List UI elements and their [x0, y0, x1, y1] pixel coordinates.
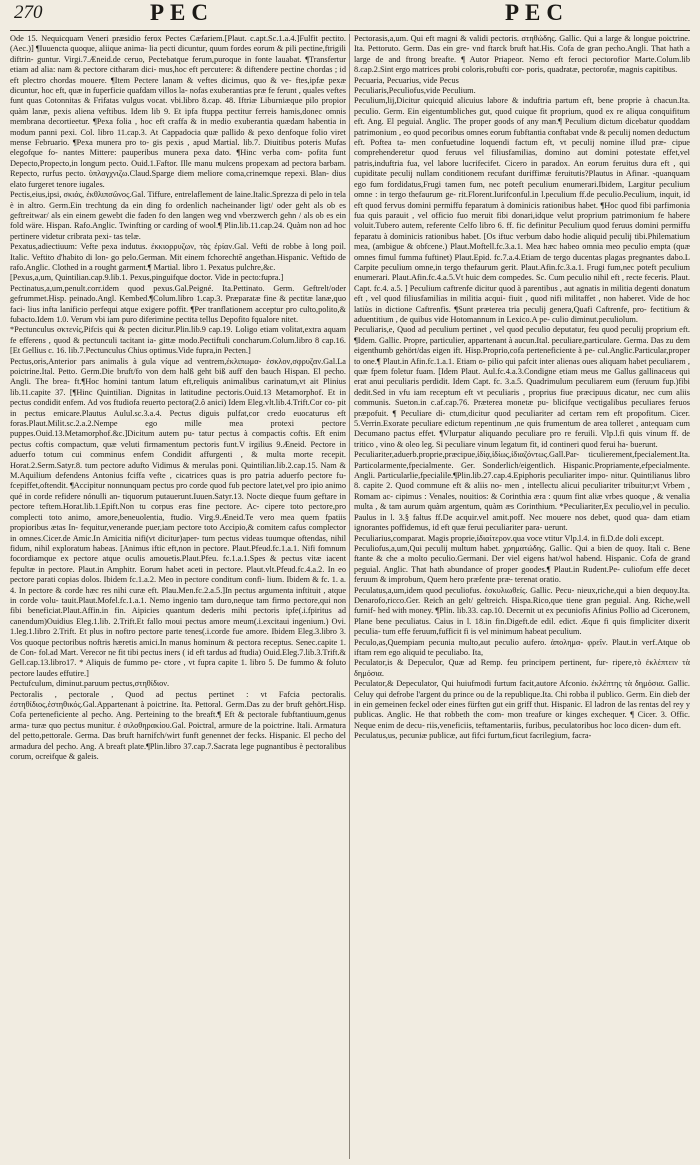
- entry-peculiarius: Peculiarius,comparat. Magis proprie,ἰδιαίτερον.qua voce vtitur Vlp.l.4. in fi.D.de doli except.: [354, 533, 664, 543]
- entry-peculiatus: Peculatus,a,um,idem quod peculiofus. ἐσκυλιωθείς. Gallic. Pecu- nieux,riche,qui a bien dequoy.Ita. Denarofo,ricco.Ger. Reich an gelt/ geltreich. Hispa.Rico,que tiene gran peguial. Ang. Riche,well furnif- hed with money. ¶Plin. lib.33. cap.10. Decernit ut ex pecuniofis Afinius Pollio ad Ciceronem, Plane bene peculiatus. Caius in l. 18.in fin.Digeft.de edil. edict. Æque fi quis fimpliciter dixerit peculia- tum effe feruum,fufficit fi is vel minimum habeat peculium.: [354, 585, 690, 637]
- entry-peculio: Peculo,as,Quempiam pecunia multo,aut peculio aufero. ἀπολημα- φρεῖν. Plaut.in verf.Atque ob iftam rem ego aliquid te peculiabo. Ita,: [354, 637, 690, 657]
- entry-peculator: Peculator,& Depeculator, Qui huiufmodi furtum facit,autore Afconio. ἐκλέπτης τὰ δημόσια. Gallic. Celuy qui defrobe l'argent du prince ou de la republique.Ita. Chi robba il publico. Germ. Ein dieb der in ein gemeinen feckel oder eines fürften gut ein griff thut. Hispanic. El ladron de las rentas del rey y publicas. Anglic. He that robbeth the com- mon treafure or kinges exchequer. ¶ Cicer. 3. Offic. Neque enim de decu- riis,veneficiis, teftamentariis, furibus, peculatoribus hoc loco dicen- dum eft.: [354, 679, 690, 730]
- page-number: 270: [14, 2, 43, 23]
- entry-peculiaris-xref: Peculiaris,Peculiofus,vide Peculium.: [354, 86, 476, 96]
- entry-peculium: Peculium,lij,Dicitur quicquid alicuius labore & induftria partum eft, bene proprie à chacun.Ita. peculio. Germ. Ein eigentumbliches gut, quod cuique fit proprium, quod ex re aliqua conquifitum eft. Ang. El peguial. Anglic. The proper goods of any man.¶ Peculium dictum dicebatur quoddam patrimonium , eo quod pecoribus omnes eorum fubftantia conftabat vnde & peculij nomen deductum eft. Poftea ta- men confuetudine loquendi factum eft, vt peculij nomine illud præ- cipue comprehenderetur quod feruus vel filiusfamilias, domino aut domini potestate effet,vel patris,induftria fua, vel labore lucrifecifet. Cicero in paradox. An eorum feruitus dura eft , qui cupiditate peculij nullam conditionem recufant duriffimæ feruitutis?Plautus in Afinar. -quanquam ego fum fordidatus,Frugi tamen fum, nec poteft peculium enumerari.Ibidem, Largitur peculium omne : in tergo thefaurum ge- rit.Florent.Iurifconful.in l.peculium ff.de peculio.Peculium, inquit, id eft quod fervus domini permiffu feparatum à dominicis rationibus habet. ¶Hoc quod fibi parfimonia fua quis parauit , vel officio fuo meruit fibi donari,idque velut proprium patrimonium fe habere voluit.Tubero autem, referente Celfo libro 6. ff. fic definitur Peculium quod feruus domini permiffu feparatu à dominicis rationibus habet. [Os iftuc verbum dabo hodie aliquid peculij tibi.Philematium mea, (ambigue & obfcene.) Plaut.Moftell.fc.3.a.1. Mea hæc habeo omnia meo peculio empta (quæ omnes fimul fumma fuftinet) Plaut.Epid. fc.7.a.4.Etiam de tergo ducentas plagas pregnantes dabo.L Carpite peculium omne,in tergo thefaurum gerit. Plaut.Afin.fc.3.a.1. Frugi fum,nec poteft peculium enumerari. Plaut.Afin.fc.4.a.5.Vt huic dem compedes. Sc. Cum peculio nihil eft , recte feceris. Plaut. Capt. fc.4. a.5. ] Peculium caftrenfe dicitur quod à parentibus , aut agnatis in militia degenti donatum eft , vel quod filiusfamilias in militia acqui- fiuit , quod nifi militaffet , non haberet. Vide de hoc latiùs in dictione Caftrenfis. ¶Sunt præterea tria peculij genera,Quafi Caftrenfe, pro- fectitium & aduentitium , de quibus vide Hotomannum in Lexico.A pe- culio diminut.peculiolum.: [354, 96, 690, 324]
- entry-pectorosus: Pectorasis,a,um. Qui eft magni & validi pectoris. στηθώδης. Gallic. Qui a large & longue poictrine. Ita. Pettoruto. Germ. Das ein gre- vnd ftarck bruft hat.His. Cofa de gran pecho.Angli. That hath a large de and ftrong breafte. ¶ Autor Priapeor. Nemo eft feroci pectorofior Marte.Colum.lib 8.cap.2.Sint ergo matrices probi coloris,robufti cor- poris, quadratæ, pectorofæ, magnis capitibus.: [354, 34, 690, 75]
- entry-pectusculum: Pectufculum, diminut.paruum pectus,στηθίδιον.: [10, 679, 170, 689]
- entry-peculiaris: Peculiaris,e, Quod ad peculium pertinet , vel quod peculio deputatur, feu quod peculij proprium eft. ¶Idem. Gallic. Propre, particulier, appartenant à aucun.Ital. peculiare,particulare. Germa. Das zu dem eigenthumb gehört/das eigen ift. Hisp.Proprio,cofa perteneficiente à pe- cul.Anglic.Particular,proper to one.¶ Plaut.in Afin.fc.1.a.1. Etiam o- pilio qui pafcit inter alienas oues aliquam habet peculiarem , quæ fpem foletur fuam. [Idem Plaut. Aul.fc.4.a.3.Condigne etiam meus me Gallus gallinaceus qui erat anui peculiaris perdidit. Idem Capt. fc. 3.a.5. Quadrimulum peculiarem eum (feruum fup.)fibi dedit.Sed in vfu iam receptum eft vt peculiaris , proprius fiue præcipuus dicatur, nec cum aliis communis. Sueton.in c.af.cap.76. Præterea monetæ pu- blicifque vectigalibus peculiares feruos præpofuit. ¶ Peculiare di- ctum,dicitur quod peculiariter ad certam rem eft propofitum. Cicer. 5.Verrin.Exorate peculiare edictum repentinum ,ne quis frumentum de area tolleret , antequam cum Decumano pactus effet. ¶Vlurpatur aliquando peculiare pro re feruili. Vlp.l.fi quis vinum ff. de tritico , vino & oleo leg. Si peculiare vinum legatum fit, id contineri quod ferui ha- buerunt.: [354, 325, 690, 449]
- entry-pectinatus: Pectinatus,a,um,penult.corr.idem quod pexus.Gal.Peigné. Ita.Pettinato. Germ. Geftrelt/oder gefrummet.Hisp. peinado.Angl. Kembed.¶Colum.libro 1.cap.3. Præparatæ fine & pectitæ lanæ,quo faci- lius infta lanificio perfequi atque exigere poffit. ¶Per tranflationem acceptur pro culto,polito,& fubacto.Idem 1.0. Verum vbi iam puro diferimine pectita tellus Depofito fqualore nitet.: [10, 283, 346, 324]
- entry-peculiosus: Peculiofus,a,um,Qui peculij multum habet. χρηματώδης. Gallic. Qui a bien de quoy. Itali c. Bene ftante & che a molto peculio.Germani. Der viel eigens hat/wol habend. Hispanic. Cofa de grand peguial. Anglic. That hath abundance of proper goodes.¶ Plaut.in Rudent.Pe- culiofum effe decet feruum & improbum, Quem hero præfente præ- terenat oratio.: [354, 543, 690, 585]
- running-head-left-word: PEC: [150, 0, 214, 25]
- entry-pexatus: Pexatus,adiectiuum: Vefte pexa indutus. ἐκκιορρυζων, τὰς ἐρίαν.Gal. Vefti de robbe à long poil. Italic. Veftito d'habito di lon- go pelo.German. Mit einem fchorechtē angethan.Hispanic. Veftido de rafo.Anglic. Clothed in a rought garment.¶ Martial. libro 1. Pexatus pulchre,&c.: [10, 242, 346, 272]
- entry-pectoralis: Pectoralis , pectorale , Quod ad pectus pertinet : vt Fafcia pectoralis. ἐστηθίδιος,ἐστηθικός.Gal.Appartenant à poictrine. Ita. Pettoral. Germ.Das zu der bruft gehört.Hisp. Cofa perteneficiente al pecho. Ang. Perteining to the breaft.¶ Eft & pectorale fubftantiuum,genus arma- turæ quo pectus munitur. ἐ σιλοθηρακίου.Gal. Poictral, armure de la poictrine. Itali. Armatura del petto,pettorale. Germa. Das bruft harnifch/wirt funft genennet der fecks. Hispanic. El pecho del armadura del pecho. Ang. A breaft plate.¶Plin.libro 37.cap.7.Sacrata lege pugnantibus è pectoralibus corum, ocreifque & galeis.: [10, 689, 346, 762]
- entry-peculor: Peculator,is & Depeculor, Quæ ad Remp. feu principem pertinent, fur- ripere,τὸ ἐκλέπτειν τὰ δημόσια.: [354, 658, 690, 678]
- entry-peculiariter: Peculiariter,aduerb.proprie,præcipue,ἰδίᾳ,ἰδίως,ἰδιαζόντως.Gall.Par- ticulierement,fpecialement.Ita. Particolarmente,fpecialmente. Ger. Sonderlich/eigentlich. Hispanic.Propriamente,efpecialmente. Angli. Particularlie,fpecialile.¶Plin.lib.27.cap.4.Epiphoris peculiariter impo- nitur. Quintilianus libro 8. capite 2. Quod commune eft & aliis no- men , intellectu alicui peculiariter tribuitur;vt Vrbem , Romam ac- cipimus : Venales, nouitios: & Corinthia æra : quum fint aliæ vrbes quoque , & venalia multa , & tam aurum quàm argentum, quàm æs Corinthium. *Peculiariter,Ex peculio,vel in peculio. Paulus in l. 3.§ faltus ff.De acquir.vel amit.poff. Nec mouere nos debet, quod qua- dam etiam ignorantes poffidemus, id eft quæ ferui peculiariter para- uerunt.: [354, 450, 690, 533]
- entry-pecto-continued: Ode 15. Nequicquam Veneri præsidio ferox Pectes Cæfariem.[Plaut. c.apt.Sc.1.a.4.]Fulfit pectito.(Aec.)] ¶Iuuencta quoque, aliique anima- lia pecti dicuntur, quum fordes eorum & pili pectine,ftrigili diftrin- guntur. Virgi.7.Æneid.de ceruo, Pectebatque ferum,puroque in fonte lauabat. ¶Transfertur etiam ad alia: nam & pectore citharam dici- mus,hoc eft percutere: & diftendere pectine chordas ; id eft plectro chordas mouere. ¶Item Pectere lanam & veftes dicimus, quo & ve- ftes,ipfæ pexæ dicuntur, hoc eft, quæ in fuperficie quafdam villos la- nofas exuberantias præ fe ferunt , quales veftes funt quas Cotonnitas & Frifatas vulgus vocat. vbi.libro 8.cap. 48. Iftriæ Liburniæque pilo propior quàm lanæ, pexis aliena veftibus. Idem lib 9. Et ipfa ftuppa pectitur ferreis hamis,donec omnis membrana decortieetur. ¶Pexa folia , hoc eft craffa & in medio exuberantia quædam habentia in modum panni pexi. Col. libro 11.cap.3. At Cappadocia quæ pallido & pexo denfoque folio viret mense Februario. ¶Pexa munera pro to- gis pexis , apud Martial. lib.7. Diuitibus poteris Mufas elegofque fo- nantes Mittere: pauperibus munera pexa dato. ¶Hinc verba com- pofita funt Depecto,Propecto,in longum pecto. Ouid.1.Faftor. Ille manu mulcens propexam ad pectora barbam. Repecto, rurfus pecto. ὑπλαγχνιζω.Claud.Sparge diem meliore coma,crinemque repexi. Blan- dius elato furgeret tenore iugales.: [10, 34, 346, 189]
- column-divider: [349, 34, 350, 1159]
- running-head-right-word: PEC: [505, 0, 569, 25]
- running-head: [0, 0, 700, 34]
- right-column: [354, 34, 690, 1159]
- entry-pectunculus: *Pectunculus σκτενίς,Pifcis qui & pecten dicitur.Plin.lib.9 cap.19. Loligo etiam volitat,extra aquam fe efferens , quod & pectunculi tacitant ia- gittæ modo.Pectiftuli concharum.Colum.libro 8 cap.16. [Et Gellius c. 16. lib.7.Pectunculus Chius optimus.Vide fupra,in Pecten.]: [10, 325, 346, 356]
- left-column: [10, 34, 346, 1159]
- entry-pexus: [Pexus,a,um, Quintilian.cap.9.lib.1. Pexus,pinguifque doctor. Vide in pecto:fupra.]: [10, 273, 284, 283]
- entry-pecuaria: Pecuaria, Pecuarius, vide Pecus: [354, 75, 459, 85]
- entry-peculatus: Peculatus,us, pecuniæ publicæ, aut fifci furtum,ficut facrilegium, facra-: [354, 731, 592, 741]
- entry-pectus: Pectus,oris,Anterior pars animalis à gula víque ad ventrem,ἐκλιπωμα- ἐσκλον,σφρυζαν.Gal.La poictrine.Ital. Petto. Germ.Die bruft/fo von dem halß geht biß auff den bauch Hispan. El pecho. Angli. The brea- ft.¶Hoc homini tantum latum eft,reliquis animalibus carinatum,vt ait Plinius lib.11.capite 37. [¶Hinc Quintilian. Dignitas in latitudine pectoris.Ouid.13 Metamorphof. Et in pectus condidit enfem. Ad vos ftudiofa reuerto pectora(2.ô anici) Idem Eleg.vlt.lib.4.Trift.Cor co- pit in pectus emicare.Plautus Aulul.sc.3.a.4. Pectus diguis pulfat,cor credo euocaturus eft foras.Plaut.Milit.sc.2.a.2.Nempe ego mille mea protexi pectore puppes.Ouid.13.Metamorphof.&c.]Dicitum autem pu- tatur pectus à compactis coftis. Eft enim pectus coftis compactum, quæ veluti firmamentum pectoris funt.V irgilius 9.Æneid. Pectore in aduerfo totum cui comminus enfem Condidit affurgenti , & multa morte recepit. Horat.2.Serm.Satyr.8. tum pectore adufto Vidimus & merulas poni. Quintilian.lib.2.cap.15. Nam & M.Aquilium defendens Antonius fciffa vefte , cicatrices quas is pro patria aduerfo pectore fu- fcepiffet,oftendit. ¶Accipitur nonnunquam pectus pro corde quod fub pectore latet,vel pro ipio animo qué in corde refidere nónulli an- tiquorum putauerunt.Iuuen.Satyr.13. Nocte dieque fuum geftare in pectore teftem.Horat.lib.1.Epift.Non tu corpus eras fine pectore. Ac- cipere toto pectore,pro complecti toto animo, amore,beneuolentia, ftudio. Virg.9.Æneid.Te vero mea quem fpatiis propioribus ætas In- fequitur,venerande puer,iam pectore toto Accipio,& comitem cafus complector in omnes.Cicer.de Amic.In Amicitia nifi(vt dicitur)aper- tum pectus videas tuumque oftendas, nihil fidum, nihil exploratum habeas. [Animus iftic eft,non in pectore. Plaut.Pfeud.fc.1.a.1. Nifi fomnum focordiamque ex pectore atque oculis amouetis.Plaut.Pfeu. fc.1.a.1.Spes & pectus vitæ iacent fepultæ in pectore. Plaut.in Amphitr. Eorum habet aceti in pectore. Plaut.vlt.Pfeud.fc.4.a.2. In eo pectore parati copias dolos. Ibidem fc.1.a.2. Meo in pectore conditum confi- lium. Ibidem & fc. 1. a. 4. In pectore & corde hæc res nihi curæ eft. Plau.Men.fc.2.a.5.]In pectus argumenta inftituit , atque in corde volu- tauit.Plaut.Mofel.fc.1.a.1. Nemo ingenio tam duro,neque tam firmo pectore,qui non fibi beneficiat.Plaut.Affin.in fin. Aipicies quantum dederis mihi pectoris ipfe(.i.fpiritus ad canendum)Ouidius Eleg.1.lib. 2.Trift.Et fallo moui pectus amore meum(.i.excitaui ingenium.) Ovi. 1.leg.1.libro 2.Trift. Et plus in noftro pectore parte tenes(.i.corde fue amore. Ibidem Eleg.3.libro 3. Vos quoque pectoribus noftris hæretis amici.In manus hominum & pectora receptus. Senec.capite 1. de Con- fol.ad Mart. Verecor ne fit tibi pectus iners ( id eft tardus ad ftudia) Ouid.Eleg.7.lib.3.Trift.& Gell.cap.13.libro17. * Aliquis de fummo pe- ctore , vt fupra capite 1. libro 5. De fummo & foluto pectore laudes effutire.]: [10, 356, 346, 678]
- header-rule: [10, 30, 690, 31]
- entry-pexitas: Pectis,eius,ipsi, σκιάς, ἐκθλιπσῶνος.Gal. Tiffure, entrelaflement de laine.Italic.Sprezza di pelo in tela è in altro. Germ.Ein trechtung da ein ding fo ordenlich nacheinander ligt/ oder geht als ob es geftreitwar/ als ein einem gewebt die faden fo den langen weg vnd vberzwerch gehn / als ob es ein fold wäre. Hispan. Rafo.Anglic. Twinfting or carding of wool.¶ Plin.lib.11.cap.24. Quàm non ad hoc pertinere videtur cribrata pexi- tas telæ.: [10, 190, 346, 241]
